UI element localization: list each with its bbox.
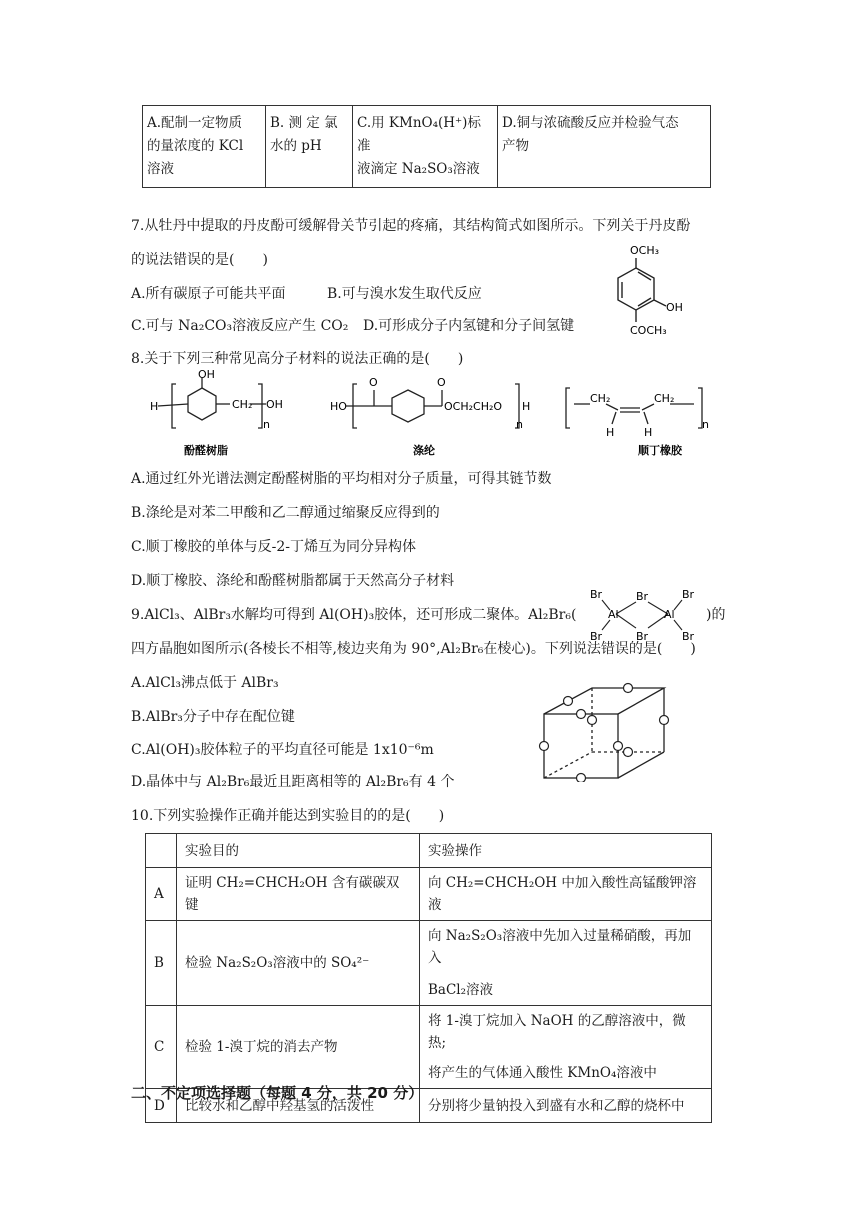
q8-option-c: C.顺丁橡胶的单体与反-2-丁烯互为同分异构体 [131,539,417,555]
q7-stem-line2: 的说法错误的是( ) [131,252,268,268]
row-operation [420,1006,712,1089]
svg-text:CH₂: CH₂ [590,392,611,405]
svg-text:OH: OH [266,398,283,411]
paeonol-acetyl-label: COCH₃ [630,324,667,337]
experiment-table [145,833,712,1123]
svg-text:H: H [150,400,159,413]
apparatus-cell-b [266,106,353,188]
al-atom: Al [664,608,675,621]
lattice-point [540,742,549,751]
q10-stem: 10.下列实验操作正确并能达到实验目的的是( ) [131,808,445,824]
svg-text:CH₂: CH₂ [654,392,675,405]
row-letter: D [146,1089,177,1123]
table-header-row [146,834,712,868]
cell-text: 溶液 [147,161,174,177]
row-operation: 分别将少量钠投入到盛有水和乙醇的烧杯中 [420,1089,712,1123]
paeonol-methoxy-label: OCH₃ [630,244,660,257]
cell-text: B. 测 定 氯 [270,115,338,131]
operation-line: BaCl₂溶液 [428,982,494,998]
svg-text:H: H [644,426,653,439]
lattice-point [624,684,633,693]
lattice-point [588,716,597,725]
row-operation: 向 CH₂=CHCH₂OH 中加入酸性高锰酸钾溶液 [420,868,712,921]
q7-stem-line1: 7.从牡丹中提取的丹皮酚可缓解骨关节引起的疼痛，其结构简式如图所示。下列关于丹皮酚 [131,218,691,234]
cell-text: A.配制一定物质 [147,115,243,131]
polymer-structures [150,366,710,458]
row-purpose: 检验 1-溴丁烷的消去产物 [177,1006,420,1089]
label-polybutadiene: 顺丁橡胶 [638,444,682,457]
cell-text: D.铜与浓硫酸反应并检验气态 [502,115,679,131]
row-purpose: 检验 Na₂S₂O₃溶液中的 SO₄²⁻ [177,921,420,1006]
q9-option-d: D.晶体中与 Al₂Br₆最近且距离相等的 Al₂Br₆有 4 个 [131,774,455,790]
operation-line: 将产生的气体通入酸性 KMnO₄溶液中 [428,1065,657,1081]
cell-text: 液滴定 Na₂SO₃溶液 [357,161,480,177]
row-purpose: 证明 CH₂=CHCH₂OH 含有碳碳双键 [177,868,420,921]
q7-option-d: D.可形成分子内氢键和分子间氢键 [363,318,575,334]
svg-text:n: n [516,418,523,431]
svg-text:HO: HO [330,400,347,413]
apparatus-cell-c [353,106,498,188]
apparatus-cell-a [143,106,266,188]
header-operation: 实验操作 [420,834,712,868]
br-atom: Br [682,630,695,642]
q7-option-b: B.可与溴水发生取代反应 [327,286,482,302]
al-atom: Al [608,608,619,621]
lattice-point [577,710,586,719]
cell-text: 水的 pH [270,138,322,154]
table-row [146,868,712,921]
polybutadiene-structure [566,388,702,428]
q7-option-a: A.所有碳原子可能共平面 [131,286,286,302]
lattice-point [564,697,573,706]
al2br6-dimer-structure [586,586,706,642]
row-purpose: 比较水和乙醇中羟基氢的活泼性 [177,1089,420,1123]
q9-option-a: A.AlCl₃沸点低于 AlBr₃ [131,675,279,691]
label-polyester: 涤纶 [413,444,435,457]
svg-text:H: H [606,426,615,439]
q8-stem: 8.关于下列三种常见高分子材料的说法正确的是( ) [131,351,464,367]
svg-text:O: O [437,376,446,389]
section-2-heading: 二、不定项选择题（每题 4 分，共 20 分） [131,1084,424,1102]
q9-option-c: C.Al(OH)₃胶体粒子的平均直径可能是 1x10⁻⁶m [131,742,434,758]
header-purpose: 实验目的 [177,834,420,868]
lattice-point [624,748,633,757]
row-operation [420,921,712,1006]
cell-text: C.用 KMnO₄(H⁺)标准 [357,115,481,154]
apparatus-table [142,105,711,188]
table-row [146,1006,712,1089]
svg-text:n: n [263,418,270,431]
q8-option-a: A.通过红外光谱法测定酚醛树脂的平均相对分子质量，可得其链节数 [131,471,552,487]
operation-line: 将 1-溴丁烷加入 NaOH 的乙醇溶液中，微热; [428,1013,686,1051]
row-letter: B [146,921,177,1006]
svg-text:O: O [369,376,378,389]
row-letter: A [146,868,177,921]
lattice-point [614,742,623,751]
header-blank [146,834,177,868]
lattice-point [660,716,669,725]
cell-text: 产物 [502,138,529,154]
paeonol-structure [600,238,720,342]
row-letter: C [146,1006,177,1089]
svg-text:H: H [522,400,531,413]
operation-line: 向 Na₂S₂O₃溶液中先加入过量稀硝酸，再加入 [428,928,692,966]
svg-text:OCH₂CH₂O: OCH₂CH₂O [444,400,503,413]
br-atom: Br [636,590,649,603]
svg-text:CH₂: CH₂ [232,398,253,411]
q9-stem-line1a: 9.AlCl₃、AlBr₃水解均可得到 Al(OH)₃胶体，还可形成二聚体。Al₂Br₆( [131,607,577,623]
svg-text:n: n [702,418,709,431]
br-atom: Br [590,588,603,601]
q8-option-d: D.顺丁橡胶、涤纶和酚醛树脂都属于天然高分子材料 [131,573,455,589]
q9-option-b: B.AlBr₃分子中存在配位键 [131,709,295,725]
lattice-point [577,774,586,783]
table-row [146,921,712,1006]
br-atom: Br [682,588,695,601]
br-atom: Br [636,630,649,642]
q7-option-c: C.可与 Na₂CO₃溶液反应产生 CO₂ [131,318,349,334]
apparatus-cell-d [498,106,711,188]
paeonol-hydroxyl-label: OH [666,301,683,314]
q8-option-b: B.涤纶是对苯二甲酸和乙二醇通过缩聚反应得到的 [131,505,440,521]
br-atom: Br [590,630,603,642]
q9-stem-line2: 四方晶胞如图所示(各棱长不相等,棱边夹角为 90°,Al₂Br₆在棱心)。下列说法错误的是( ) [131,641,696,657]
cell-text: 的量浓度的 KCl [147,138,244,154]
unit-cell-diagram [536,682,676,782]
q9-stem-line1b: )的 [706,607,726,623]
label-phenolic-resin: 酚醛树脂 [184,444,228,457]
svg-text:OH: OH [198,368,215,381]
